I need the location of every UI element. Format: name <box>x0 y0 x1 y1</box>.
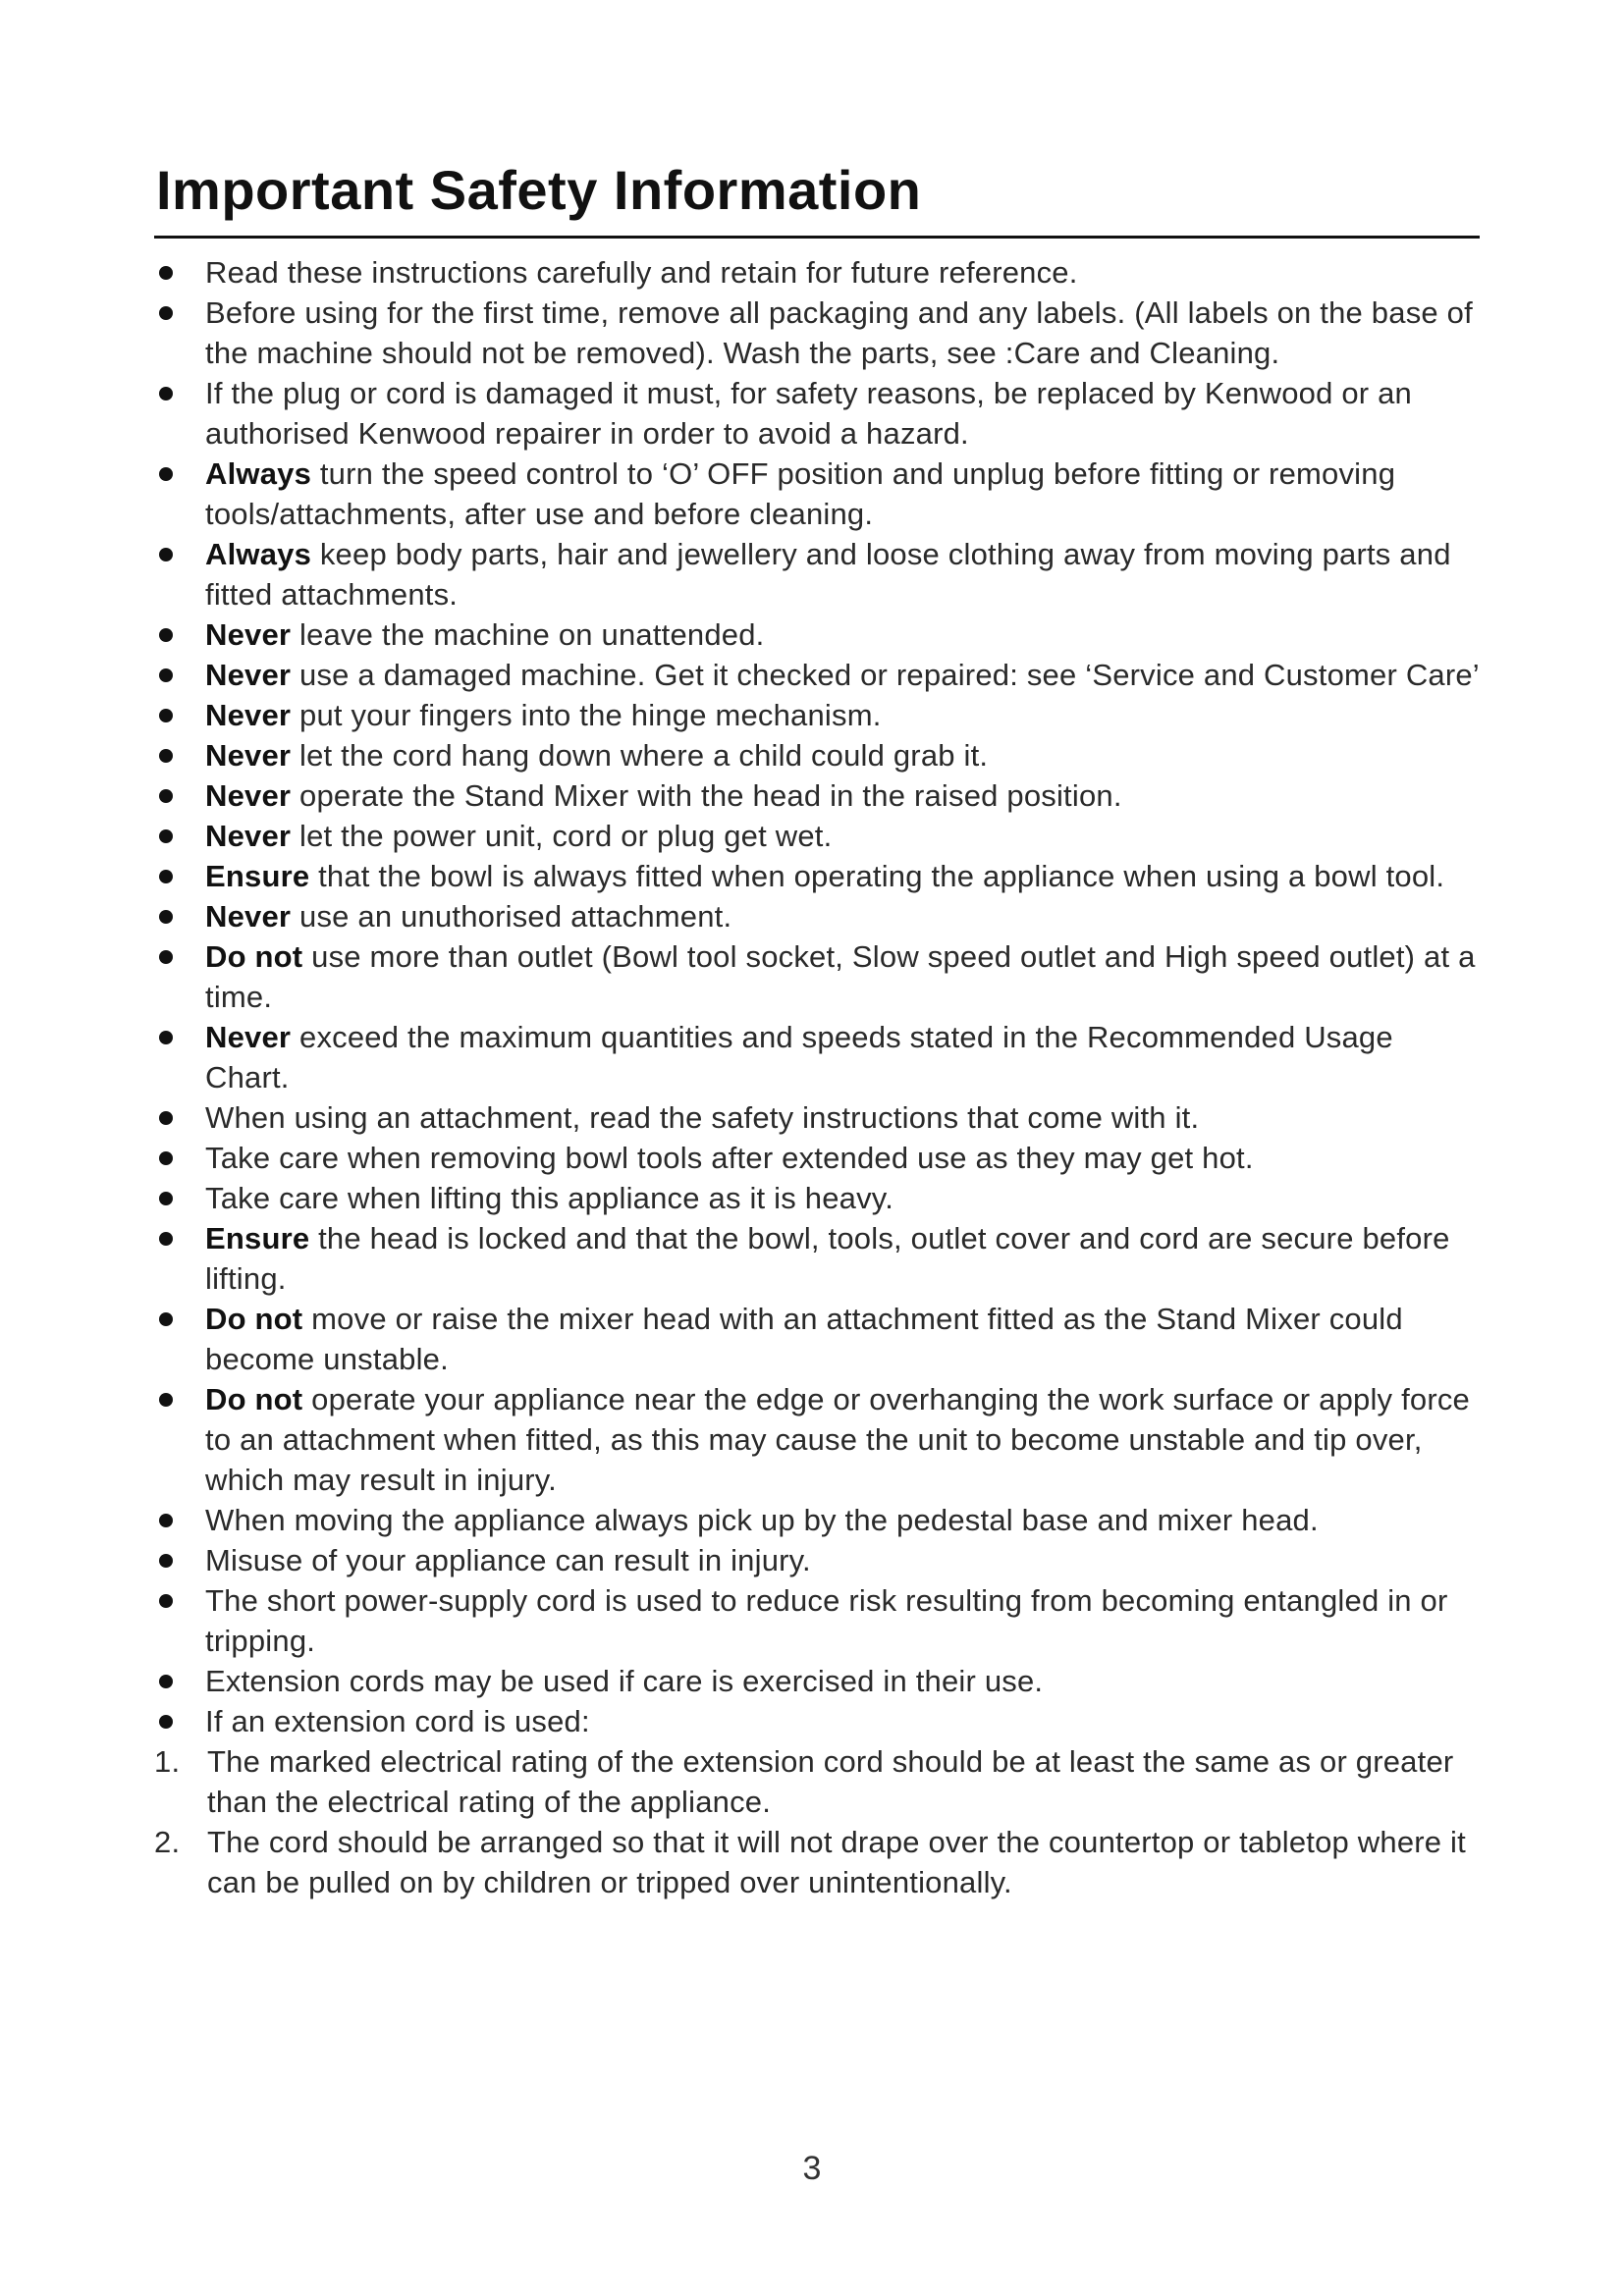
safety-item <box>154 695 1480 735</box>
safety-item-text: Read these instructions carefully and retain for future reference. <box>205 255 1078 290</box>
safety-item <box>154 454 1480 534</box>
item-number: 1. <box>154 1744 181 1779</box>
safety-item-keyword: Always <box>205 456 312 491</box>
safety-item-keyword: Never <box>205 1020 292 1054</box>
bullet-icon <box>159 1312 173 1326</box>
safety-item-text: keep body parts, hair and jewellery and loose clothing away from moving parts and fitted attachments. <box>205 537 1451 612</box>
safety-item <box>154 1138 1480 1178</box>
safety-page <box>154 157 1480 1902</box>
safety-item-text: use an unuthorised attachment. <box>291 899 732 934</box>
bullet-icon <box>159 1393 173 1407</box>
safety-item-text: operate the Stand Mixer with the head in the raised position. <box>291 778 1122 813</box>
safety-item <box>154 534 1480 614</box>
safety-item-text: let the cord hang down where a child could grab it. <box>291 738 989 773</box>
safety-item <box>154 1178 1480 1218</box>
safety-item <box>154 1017 1480 1097</box>
bullet-icon <box>159 709 173 722</box>
safety-item-text: leave the machine on unattended. <box>291 617 765 652</box>
safety-item-text: use a damaged machine. Get it checked or repaired: see ‘Service and Customer Care’ <box>291 658 1480 692</box>
bullet-icon <box>159 668 173 682</box>
safety-item <box>154 1299 1480 1379</box>
bullet-icon <box>159 1514 173 1527</box>
safety-item-text: Misuse of your appliance can result in injury. <box>205 1543 811 1577</box>
safety-item-keyword: Never <box>205 698 292 732</box>
safety-item-text: the head is locked and that the bowl, tools, outlet cover and cord are secure before lifting. <box>205 1221 1450 1296</box>
bullet-icon <box>159 306 173 320</box>
safety-item-keyword: Do not <box>205 939 303 974</box>
extension-cord-item-text: The cord should be arranged so that it will not drape over the countertop or tabletop where it can be pulled on by children or tripped over unintentionally. <box>207 1825 1466 1899</box>
bullet-icon <box>159 1151 173 1165</box>
title-divider <box>154 236 1480 239</box>
bullet-icon <box>159 1031 173 1044</box>
safety-item <box>154 1500 1480 1540</box>
extension-cord-item <box>154 1822 1480 1902</box>
safety-item-text: When using an attachment, read the safety instructions that come with it. <box>205 1100 1200 1135</box>
extension-cord-item <box>154 1741 1480 1822</box>
safety-item-keyword: Ensure <box>205 1221 310 1255</box>
bullet-icon <box>159 1675 173 1688</box>
safety-item <box>154 735 1480 775</box>
safety-item <box>154 1379 1480 1500</box>
safety-item-text: Take care when removing bowl tools after extended use as they may get hot. <box>205 1141 1254 1175</box>
safety-item <box>154 816 1480 856</box>
safety-item-text: Before using for the first time, remove all packaging and any labels. (All labels on the base of the machine should not be removed). Wash the parts, see :Care and Cleaning. <box>205 295 1473 370</box>
safety-item <box>154 896 1480 936</box>
safety-item-keyword: Never <box>205 819 292 853</box>
safety-item <box>154 252 1480 293</box>
safety-item <box>154 1540 1480 1580</box>
safety-item <box>154 1580 1480 1661</box>
safety-item <box>154 373 1480 454</box>
safety-item <box>154 936 1480 1017</box>
safety-item-keyword: Never <box>205 617 292 652</box>
safety-item <box>154 856 1480 896</box>
page-number: 3 <box>802 2150 822 2187</box>
bullet-icon <box>159 1554 173 1568</box>
extension-cord-item-text: The marked electrical rating of the extension cord should be at least the same as or greater than the electrical rating of the appliance. <box>207 1744 1454 1819</box>
bullet-icon <box>159 387 173 400</box>
safety-item-keyword: Never <box>205 738 292 773</box>
safety-item-text: Take care when lifting this appliance as it is heavy. <box>205 1181 894 1215</box>
safety-item-keyword: Always <box>205 537 312 571</box>
bullet-icon <box>159 950 173 964</box>
bullet-icon <box>159 749 173 763</box>
extension-cord-sublist <box>154 1741 1480 1902</box>
bullet-icon <box>159 829 173 843</box>
safety-item-text: that the bowl is always fitted when operating the appliance when using a bowl tool. <box>309 859 1445 893</box>
bullet-icon <box>159 910 173 924</box>
safety-item-keyword: Do not <box>205 1302 303 1336</box>
safety-item-text: If the plug or cord is damaged it must, for safety reasons, be replaced by Kenwood or an authorised Kenwood repairer in order to avoid a hazard. <box>205 376 1412 451</box>
bullet-icon <box>159 266 173 280</box>
safety-item-keyword: Never <box>205 899 292 934</box>
bullet-icon <box>159 467 173 481</box>
bullet-icon <box>159 1111 173 1125</box>
safety-item-text: If an extension cord is used: <box>205 1704 590 1738</box>
safety-item-text: put your fingers into the hinge mechanism. <box>291 698 882 732</box>
safety-item <box>154 775 1480 816</box>
safety-item <box>154 655 1480 695</box>
safety-item <box>154 614 1480 655</box>
safety-item-text: Extension cords may be used if care is exercised in their use. <box>205 1664 1044 1698</box>
bullet-icon <box>159 1715 173 1729</box>
bullet-icon <box>159 548 173 561</box>
safety-list <box>154 252 1480 1741</box>
safety-item <box>154 1701 1480 1741</box>
safety-item-keyword: Never <box>205 778 292 813</box>
page-title: Important Safety Information <box>156 159 922 221</box>
safety-item-text: exceed the maximum quantities and speeds stated in the Recommended Usage Chart. <box>205 1020 1393 1095</box>
safety-item <box>154 1097 1480 1138</box>
safety-item-text: move or raise the mixer head with an attachment fitted as the Stand Mixer could become unstable. <box>205 1302 1403 1376</box>
safety-item-keyword: Ensure <box>205 859 310 893</box>
safety-item-text: The short power-supply cord is used to reduce risk resulting from becoming entangled in or tripping. <box>205 1583 1448 1658</box>
safety-item <box>154 1218 1480 1299</box>
safety-item <box>154 1661 1480 1701</box>
bullet-icon <box>159 1594 173 1608</box>
bullet-icon <box>159 870 173 883</box>
bullet-icon <box>159 1192 173 1205</box>
safety-item-text: turn the speed control to ‘O’ OFF position and unplug before fitting or removing tools/attachments, after use and before cleaning. <box>205 456 1396 531</box>
safety-item-text: use more than outlet (Bowl tool socket, Slow speed outlet and High speed outlet) at a time. <box>205 939 1476 1014</box>
bullet-icon <box>159 628 173 642</box>
safety-item-keyword: Never <box>205 658 292 692</box>
bullet-icon <box>159 1232 173 1246</box>
safety-item-text: operate your appliance near the edge or overhanging the work surface or apply force to an attachment when fitted, as this may cause the unit to become unstable and tip over, which may result in injury. <box>205 1382 1470 1497</box>
safety-item-text: let the power unit, cord or plug get wet. <box>291 819 833 853</box>
safety-item <box>154 293 1480 373</box>
item-number: 2. <box>154 1825 181 1859</box>
safety-item-keyword: Do not <box>205 1382 303 1416</box>
bullet-icon <box>159 789 173 803</box>
safety-item-text: When moving the appliance always pick up by the pedestal base and mixer head. <box>205 1503 1319 1537</box>
